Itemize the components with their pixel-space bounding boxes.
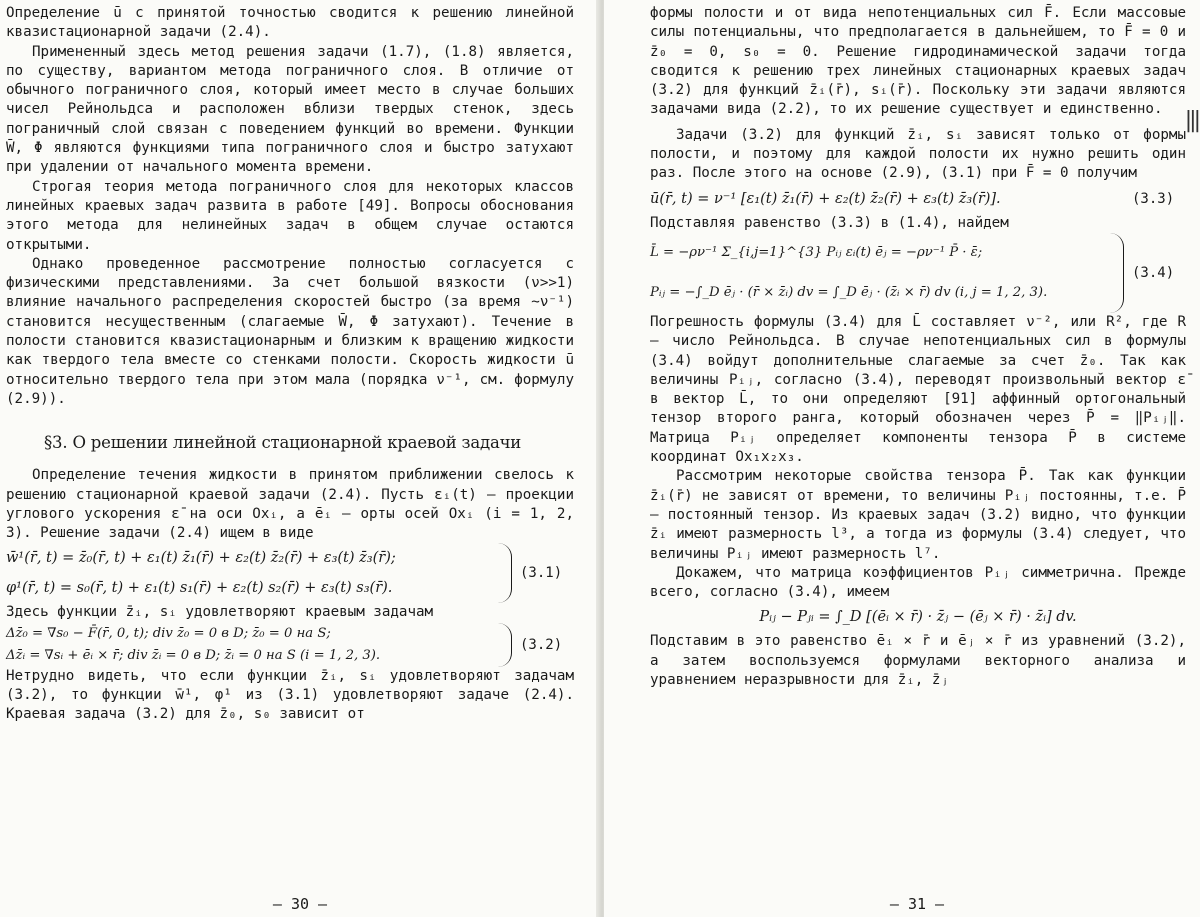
brace [493, 623, 512, 667]
paragraph-properties: Рассмотрим некоторые свойства тензора P̄. Так как функции z̄ᵢ(r̄) не зависят от времени, то величины Pᵢⱼ постоянны, т.е. P̄ – постоянный тензор. Из краевых задач (3.2) видно, что функции z̄ᵢ имеют размерность l³, а тогда из формулы (3.4) следует, что величины Pᵢⱼ имеют размерность l⁷. [650, 468, 1186, 562]
equation-3-3-text: ū(r̄, t) = ν⁻¹ [ε₁(t) z̄₁(r̄) + ε₂(t) z̄₂(r̄) + ε₃(t) z̄₃(r̄)]. [650, 190, 1001, 207]
equation-number: (3.2) [520, 636, 563, 653]
equation-3-2-line-1: Δz̄₀ = ∇s₀ − F̄(r̄, 0, t); div z̄₀ = 0 в D; z̄₀ = 0 на S; [6, 625, 331, 641]
equation-number: (3.1) [520, 565, 563, 582]
paragraph-theory: Строгая теория метода пограничного слоя для некоторых классов линейных краевых задач развита в работе [49]. Вопросы обоснования этого метода для нелинейных задач в общем случае остаются открытыми. [6, 178, 574, 253]
paragraph-boundary-layer: Примененный здесь метод решения задачи (1.7), (1.8) является, по существу, вариантом метода пограничного слоя. В отличие от обычного пограничного слоя, который имеет место в случае больших чисел Рейнольдса и расположен вблизи твердых стенок, здесь пограничный слой связан с поведением функций во времени. Функции W̄, Φ являются функциями типа пограничного слоя и быстро затухают при удалении от начального момента времени. [6, 43, 574, 176]
equation-3-2 [6, 623, 574, 667]
equation-3-3 [650, 184, 1186, 214]
paragraph-substitute: Подставляя равенство (3.3) в (1.4), найдем [650, 214, 1009, 231]
equation-3-4-line-1: L̄ = −ρν⁻¹ Σ_{i,j=1}^{3} Pᵢⱼ εᵢ(t) ēⱼ = −ρν⁻¹ P̄ · ε̄; [650, 244, 983, 260]
section-heading: §3. О решении линейной стационарной краевой задачи [44, 433, 522, 453]
paragraph-here: Здесь функции z̄ᵢ, sᵢ удовлетворяют краевым задачам [6, 604, 434, 621]
equation-3-1 [6, 543, 574, 603]
brace [1105, 233, 1124, 313]
page-number: – 30 – [272, 895, 328, 913]
equation-symmetry: Pᵢⱼ − Pⱼᵢ = ∫_D [(ēᵢ × r̄) · z̄ⱼ − (ēⱼ × r̄) · z̄ᵢ] dv. [759, 609, 1077, 626]
equation-3-4-line-2: Pᵢⱼ = −∫_D ēⱼ · (r̄ × z̄ᵢ) dv = ∫_D ēⱼ · (z̄ᵢ × r̄) dv (i, j = 1, 2, 3). [650, 284, 1048, 300]
margin-mark: ||| [1184, 108, 1198, 133]
paragraph-symmetric: Докажем, что матрица коэффициентов Pᵢⱼ симметрична. Прежде всего, согласно (3.4), имеем [650, 564, 1186, 601]
brace [493, 543, 512, 603]
paragraph-physics: Однако проведенное рассмотрение полностью согласуется с физическими представлениями. За счет большой вязкости (ν>>1) влияние начального распределения скоростей быстро (за время ~ν⁻¹) становится несущественным (слагаемые W̄, Φ затухают). Течение в полости становится квазистационарным и близким к вращению жидкости как твердого тела вместе со стенками полости. Скорость жидкости ū относительно твердого тела при этом мала (порядка ν⁻¹, см. формулу (2.9)). [6, 255, 574, 407]
equation-3-1-line-2: φ¹(r̄, t) = s₀(r̄, t) + ε₁(t) s₁(r̄) + ε₂(t) s₂(r̄) + ε₃(t) s₃(r̄). [6, 580, 393, 597]
paragraph-intro: Определение ū с принятой точностью сводится к решению линейной квазистационарной задачи (2.4). [6, 5, 574, 41]
equation-number: (3.3) [1132, 190, 1175, 207]
paragraph-final: Нетрудно видеть, что если функции z̄ᵢ, sᵢ удовлетворяют задачам (3.2), то функции w̄¹, φ¹ из (3.1) удовлетворяют задаче (2.4). Краевая задача (3.2) для z̄₀, s₀ зависит от [6, 667, 574, 723]
paragraph-error: Погрешность формулы (3.4) для L̄ составляет ν⁻², или R², где R – число Рейнольдса. В случае непотенциальных сил в формулы (3.4) войдут дополнительные слагаемые за счет z̄₀. Так как величины Pᵢⱼ, согласно (3.4), переводят произвольный вектор ε̄ в вектор L̄, то они определяют [91] аффинный ортогональный тензор второго ранга, который обозначен через P̄ = ‖Pᵢⱼ‖. Матрица Pᵢⱼ определяет компоненты тензора P̄ в системе координат Ox₁x₂x₃. [650, 313, 1186, 466]
paragraph-top: формы полости и от вида непотенциальных сил F̄. Если массовые силы потенциальны, что предполагается в дальнейшем, то F̄ = 0 и z̄₀ = 0, s₀ = 0. Решение гидродинамической задачи тогда сводится к решению трех линейных стационарных краевых задач (3.2) для функций z̄ᵢ(r̄), sᵢ(r̄). Поскольку эти задачи являются задачами вида (2.2), то их решение существует и единственно. [650, 5, 1186, 118]
equation-3-4 [650, 233, 1186, 313]
equation-number: (3.4) [1132, 264, 1175, 281]
paragraph-tasks: Задачи (3.2) для функций z̄ᵢ, sᵢ зависят только от формы полости, и поэтому для каждой полости их нужно решить один раз. После этого на основе (2.9), (3.1) при F̄ = 0 получим [650, 126, 1186, 182]
equation-3-1-line-1: w̄¹(r̄, t) = z̄₀(r̄, t) + ε₁(t) z̄₁(r̄) + ε₂(t) z̄₂(r̄) + ε₃(t) z̄₃(r̄); [6, 550, 396, 567]
equation-3-2-line-2: Δz̄ᵢ = ∇sᵢ + ēᵢ × r̄; div z̄ᵢ = 0 в D; z̄ᵢ = 0 на S (i = 1, 2, 3). [6, 647, 381, 663]
page-number: – 31 – [889, 895, 945, 913]
paragraph-substitute-vectors: Подставим в это равенство ēᵢ × r̄ и ēⱼ × r̄ из уравнений (3.2), а затем воспользуемся формулами векторного анализа и уравнением неразрывности для z̄ᵢ, z̄ⱼ [650, 633, 1186, 689]
paragraph-definition: Определение течения жидкости в принятом приближении свелось к решению стационарной краевой задачи (2.4). Пусть εᵢ(t) – проекции углового ускорения ε̄ на оси Oxᵢ, а ēᵢ – орты осей Oxᵢ (i = 1, 2, 3). Решение задачи (2.4) ищем в виде [6, 467, 574, 542]
right-page [604, 0, 1200, 917]
